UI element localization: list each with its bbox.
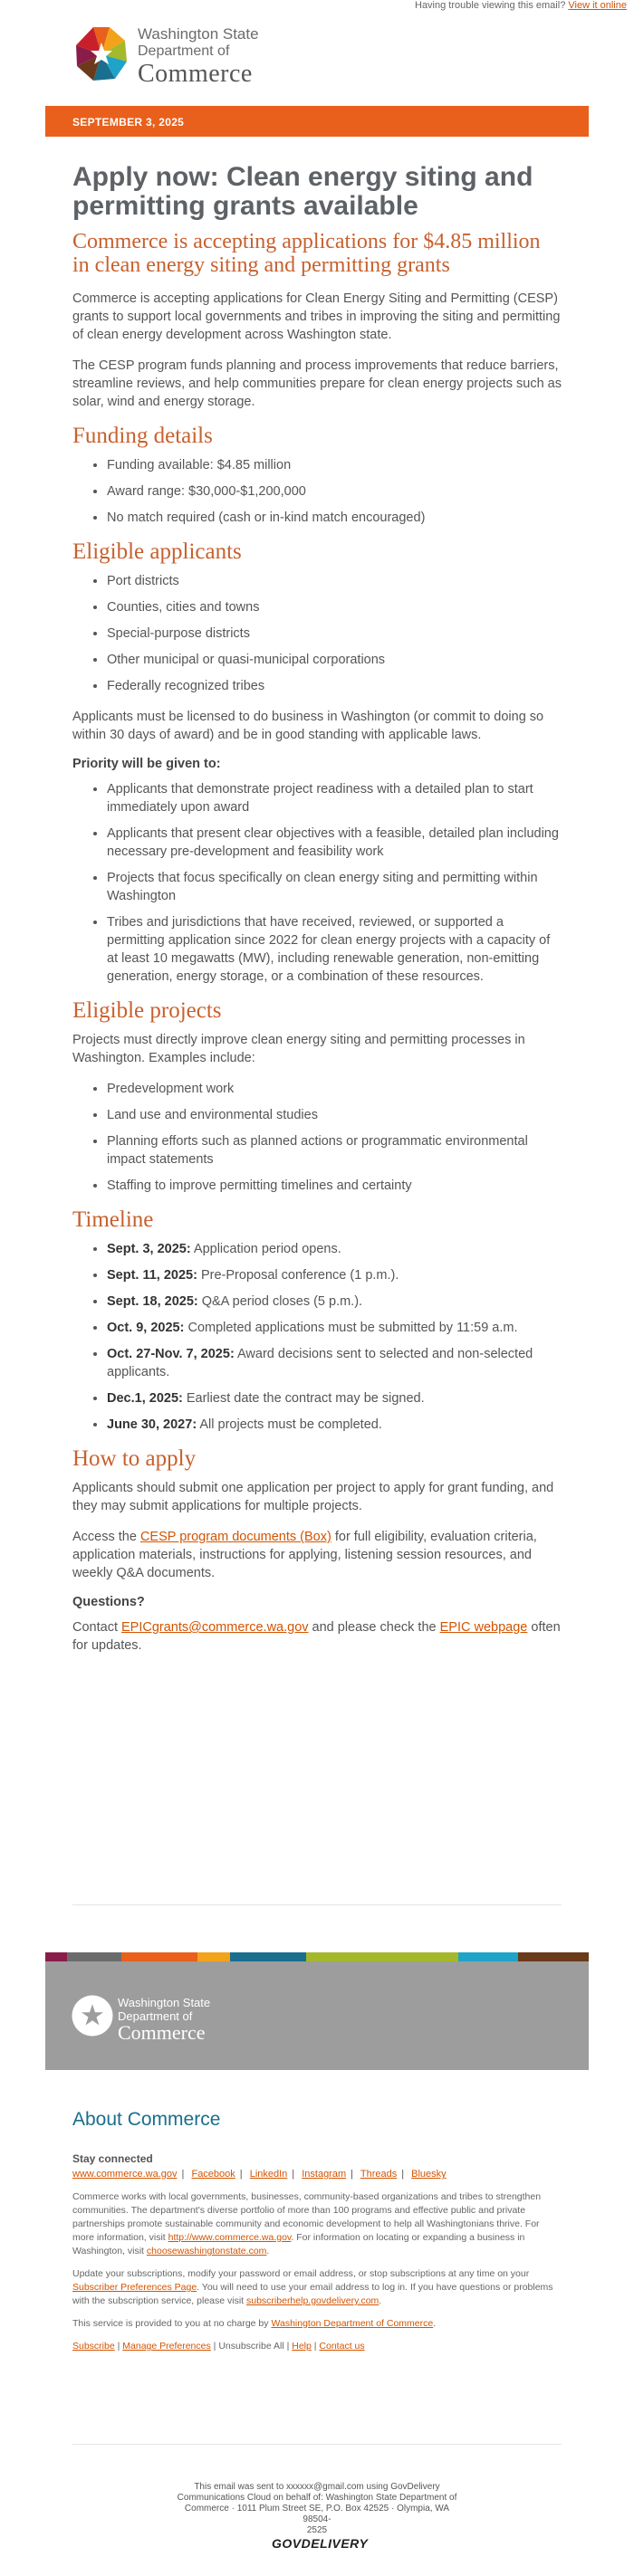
timeline-item (107, 1240, 562, 1258)
list-item: • Projects that focus specifically on clean energy siting and permitting within Washington (107, 869, 562, 905)
article-subtitle: Commerce is accepting applications for $4.85 million in clean energy siting and permitting grants (72, 230, 541, 277)
epic-email-link[interactable]: EPICgrants@commerce.wa.gov (121, 1620, 309, 1635)
timeline-text: Pre-Proposal conference (1 p.m.). (197, 1268, 399, 1283)
timeline-date: Oct. 9, 2025: (107, 1321, 185, 1335)
list-item: • Award range: $30,000-$1,200,000 (107, 482, 562, 501)
contact-paragraph (72, 1618, 562, 1655)
list-item: • No match required (cash or in-kind match encouraged) (107, 509, 562, 527)
contact-text-pre: Contact (72, 1620, 121, 1635)
eligible-projects-intro: Projects must directly improve clean energy siting and permitting processes in Washington. Examples include: (72, 1033, 525, 1065)
service-text: This service is provided to you at no charge by (72, 2318, 272, 2329)
date-banner (45, 106, 589, 137)
documents-text-post: for full eligibility, evaluation criteria, application materials, instructions for applying, listening session resources, and weekly Q&A documents. (72, 1530, 537, 1580)
service-info (72, 2317, 562, 2331)
website-link[interactable]: www.commerce.wa.gov (72, 2169, 178, 2180)
contact-us-link[interactable]: Contact us (319, 2341, 365, 2352)
eligible-applicants-heading: Eligible applicants (72, 539, 242, 564)
article-body (72, 150, 562, 1667)
stripe-segment (458, 1952, 518, 1961)
divider (72, 1904, 562, 1905)
desc-text: Commerce works with local governments, businesses, community-based organizations and tribes to strengthen communities. The department's diverse portfolio of more than 100 programs and effective public and private partnerships promote sustainable community and economic development to help all Washingtonians thrive. For more information, visit (72, 2191, 542, 2243)
timeline-item (107, 1319, 562, 1337)
list-item: • Applicants that present clear objectives with a feasible, detailed plan including necessary pre-development and feasibility work (107, 825, 562, 861)
funding-heading: Funding details (72, 424, 213, 448)
eligible-projects-heading: Eligible projects (72, 998, 222, 1023)
timeline-date: Dec.1, 2025: (107, 1391, 183, 1406)
commerce-star-icon (71, 1994, 114, 2037)
stripe-segment (230, 1952, 306, 1961)
update-text: . (379, 2295, 382, 2306)
eligible-applicants-list (72, 572, 562, 695)
footer-logo-banner (45, 1961, 589, 2070)
footer-logo-line2: Department of (118, 2009, 193, 2023)
unsubscribe-all-text[interactable]: Unsubscribe All (218, 2341, 284, 2352)
documents-text-pre: Access the (72, 1530, 140, 1544)
commerce-dept-link[interactable]: Washington Department of Commerce (271, 2318, 434, 2329)
logo-line1: Washington State (138, 25, 259, 43)
list-item: • Tribes and jurisdictions that have received, reviewed, or supported a permitting application since 2022 for clean energy projects with a capacity of at least 10 megawatts (MW), including renewable generation, non-emitting generation, energy storage, or a combination of these resources. (107, 913, 562, 986)
stripe-segment (67, 1952, 121, 1961)
intro-paragraph-2: The CESP program funds planning and process improvements that reduce barriers, streamline reviews, and help communities prepare for clean energy projects such as solar, wind and energy storage. (72, 358, 562, 409)
view-online-link[interactable]: View it online (568, 0, 627, 11)
footer-logo-line1: Washington State (118, 1996, 211, 2009)
about-description (72, 2190, 562, 2258)
timeline-text: Award decisions sent to selected and non-selected applicants. (107, 1347, 533, 1379)
commerce-star-icon (72, 25, 130, 83)
timeline-item (107, 1389, 562, 1407)
timeline-date: Sept. 18, 2025: (107, 1294, 198, 1309)
eligible-projects-list (72, 1080, 562, 1195)
list-item: • Other municipal or quasi-municipal corporations (107, 651, 562, 669)
stripe-segment (518, 1952, 589, 1961)
timeline-date: Oct. 27-Nov. 7, 2025: (107, 1347, 235, 1361)
bluesky-link[interactable]: Bluesky (411, 2169, 447, 2180)
update-text: Update your subscriptions, modify your password or email address, or stop subscriptions at any time on your (72, 2268, 530, 2279)
timeline-item (107, 1293, 562, 1311)
linkedin-link[interactable]: LinkedIn (249, 2169, 288, 2180)
logo-line3: Commerce (138, 60, 253, 88)
threads-link[interactable]: Threads (360, 2169, 398, 2180)
subscribe-link[interactable]: Subscribe (72, 2341, 115, 2352)
govdelivery-logo[interactable]: GOVDELIVERY (272, 2536, 369, 2551)
manage-preferences-link[interactable]: Manage Preferences (122, 2341, 211, 2352)
documents-paragraph (72, 1528, 562, 1582)
commerce-website-link[interactable]: http://www.commerce.wa.gov (168, 2232, 292, 2243)
timeline-date: Sept. 3, 2025: (107, 1242, 191, 1256)
contact-text-post: often for updates. (72, 1620, 561, 1653)
footer-line: Commerce · 1011 Plum Street SE, P.O. Box 42525 · Olympia, WA 98504- (184, 2504, 450, 2524)
list-item: • Predevelopment work (107, 1080, 562, 1098)
epic-webpage-link[interactable]: EPIC webpage (439, 1620, 528, 1635)
timeline-date: Sept. 11, 2025: (107, 1268, 197, 1283)
date-text: SEPTEMBER 3, 2025 (72, 116, 185, 129)
divider (72, 2444, 562, 2445)
list-item: • Applicants that demonstrate project readiness with a detailed plan to start immediately upon award (107, 780, 562, 816)
list-item: • Port districts (107, 572, 562, 590)
footer-line: This email was sent to xxxxxx@gmail.com using GovDelivery (194, 2482, 440, 2492)
list-item: • Counties, cities and towns (107, 598, 562, 616)
intro-paragraph-1: Commerce is accepting applications for Clean Energy Siting and Permitting (CESP) grants to support local governments and tribes in improving the siting and permitting of clean energy development across Washington state. (72, 291, 561, 342)
timeline-text: All projects must be completed. (197, 1417, 382, 1432)
subscription-info (72, 2267, 562, 2308)
questions-label: Questions? (72, 1595, 145, 1609)
service-text: . (433, 2318, 437, 2329)
stripe-segment (45, 1952, 67, 1961)
timeline-item (107, 1345, 562, 1381)
color-stripes (45, 1952, 589, 1961)
help-link[interactable]: Help (292, 2341, 312, 2352)
stripe-segment (306, 1952, 458, 1961)
subscriber-help-link[interactable]: subscriberhelp.govdelivery.com (246, 2295, 379, 2306)
list-item: • Federally recognized tribes (107, 677, 562, 695)
footer-logo-line3: Commerce (118, 2021, 206, 2044)
article-title: Apply now: Clean energy siting and permitting grants available (72, 162, 533, 221)
list-item: • Planning efforts such as planned actions or programmatic environmental impact statements (107, 1132, 562, 1169)
list-item: • Funding available: $4.85 million (107, 456, 562, 474)
choosewashington-link[interactable]: choosewashingtonstate.com (146, 2246, 267, 2256)
update-text: . You will need to use your email address to log in. If you have questions or problems with the subscription service, please visit (72, 2282, 553, 2306)
how-to-apply-paragraph: Applicants should submit one application per project to apply for grant funding, and they may submit applications for multiple projects. (72, 1481, 554, 1513)
timeline-item (107, 1416, 562, 1434)
about-heading: About Commerce (72, 2109, 221, 2130)
priority-label: Priority will be given to: (72, 757, 221, 771)
timeline-item (107, 1266, 562, 1284)
timeline-text: Completed applications must be submitted by 11:59 a.m. (184, 1321, 518, 1335)
list-item: • Land use and environmental studies (107, 1106, 562, 1124)
social-links: www.commerce.wa.gov | Facebook | LinkedIn | Instagram | Threads | Bluesky (72, 2169, 447, 2180)
bottom-links: Subscribe | Manage Preferences | Unsubscribe All | Help | Contact us (72, 2341, 365, 2352)
timeline-list (72, 1240, 562, 1434)
timeline-date: June 30, 2027: (107, 1417, 197, 1432)
how-to-apply-heading: How to apply (72, 1446, 197, 1471)
subscriber-preferences-link[interactable]: Subscriber Preferences Page (72, 2282, 197, 2293)
priority-list (72, 780, 562, 986)
list-item: • Special-purpose districts (107, 625, 562, 643)
cesp-documents-link[interactable]: CESP program documents (Box) (139, 1530, 331, 1544)
commerce-logo[interactable] (72, 22, 281, 87)
timeline-heading: Timeline (72, 1207, 154, 1232)
footer-line: Communications Cloud on behalf of: Washington State Department of (177, 2493, 457, 2503)
logo-line2: Department of (138, 43, 230, 59)
contact-text-mid: and please check the (308, 1620, 440, 1635)
stay-connected-label: Stay connected (72, 2152, 153, 2165)
about-section (72, 2109, 562, 2362)
email-footer (172, 2482, 462, 2536)
trouble-viewing-text: Having trouble viewing this email? (415, 0, 566, 11)
top-bar (0, 0, 634, 14)
instagram-link[interactable]: Instagram (302, 2169, 347, 2180)
desc-text: . (266, 2246, 270, 2256)
timeline-text: Application period opens. (190, 1242, 341, 1256)
facebook-link[interactable]: Facebook (191, 2169, 235, 2180)
funding-list (72, 456, 562, 527)
list-item: • Staffing to improve permitting timelines and certainty (107, 1177, 562, 1195)
desc-text: . For information on locating or expanding a business in Washington, visit (72, 2232, 525, 2256)
footer-line: 2525 (306, 2525, 328, 2535)
stripe-segment (197, 1952, 230, 1961)
timeline-text: Q&A period closes (5 p.m.). (197, 1294, 363, 1309)
timeline-text: Earliest date the contract may be signed. (182, 1391, 425, 1406)
applicants-note: Applicants must be licensed to do business in Washington (or commit to doing so within 30 days of award) and be in good standing with applicable laws. (72, 710, 544, 742)
stripe-segment (121, 1952, 197, 1961)
